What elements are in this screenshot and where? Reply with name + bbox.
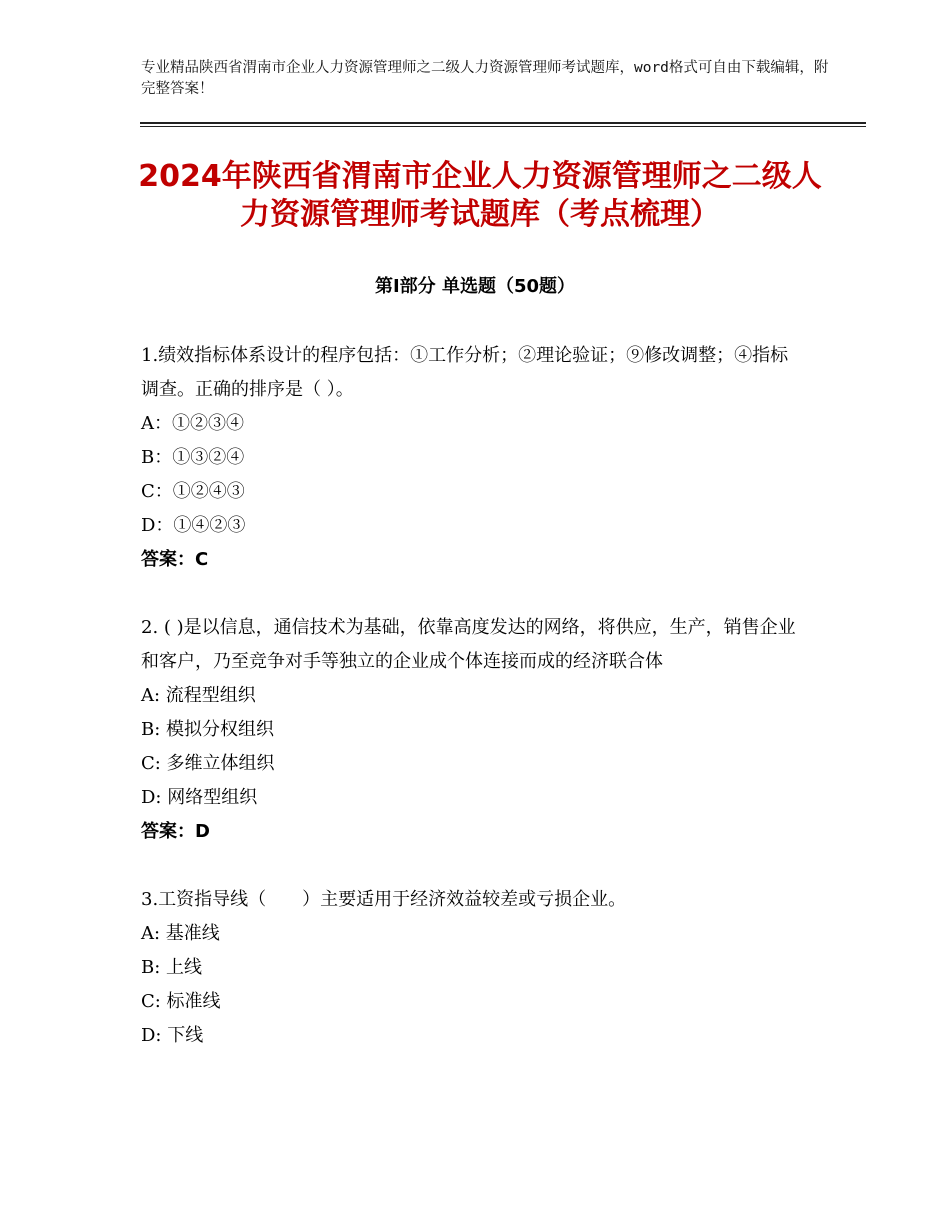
option-d: D: 下线 [141,1025,204,1046]
header-rule-thin [140,126,866,127]
answer: 答案：C [141,549,209,570]
document-title: 2024年陕西省渭南市企业人力资源管理师之二级人力资源管理师考试题库（考点梳理） [138,159,822,232]
option-c: C: 标准线 [141,991,221,1012]
option-b: B: 模拟分权组织 [141,719,275,740]
header-rule-thick [140,122,866,124]
option-a: A：①②③④ [141,413,244,434]
option-b: B：①③②④ [141,447,245,468]
option-a: A: 基准线 [141,923,220,944]
question-list [141,339,806,1087]
answer: 答案：D [141,821,210,842]
question-text: 2. ( )是以信息，通信技术为基础，依靠高度发达的网络，将供应，生产，销售企业和客户，乃至竞争对手等独立的企业成个体连接而成的经济联合体 [141,617,796,672]
option-d: D：①④②③ [141,515,246,536]
question-1 [141,339,806,577]
question-text: 1.绩效指标体系设计的程序包括：①工作分析；②理论验证；⑨修改调整；④指标调查。正确的排序是（ ）。 [141,345,789,400]
option-c: C: 多维立体组织 [141,753,275,774]
option-a: A: 流程型组织 [141,685,256,706]
question-2 [141,611,806,849]
question-text: 3.工资指导线（ ）主要适用于经济效益较差或亏损企业。 [141,889,627,910]
question-3 [141,883,806,1053]
option-b: B: 上线 [141,957,203,978]
option-d: D: 网络型组织 [141,787,258,808]
header-note: 专业精品陕西省渭南市企业人力资源管理师之二级人力资源管理师考试题库，word格式可自由下载编辑，附完整答案！ [141,60,829,97]
section-title: 第Ⅰ部分 单选题（50题） [374,276,575,297]
option-c: C：①②④③ [141,481,245,502]
